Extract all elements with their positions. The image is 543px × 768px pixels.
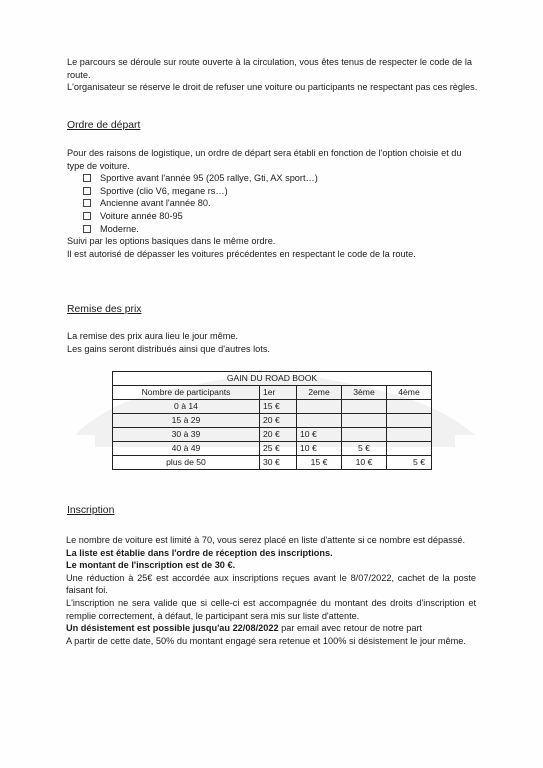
intro-route-text: Le parcours se déroule sur route ouverte à la circulation, vous êtes tenus de respecter le code de la route. <box>67 57 472 80</box>
table-cell: 15 € <box>260 399 297 413</box>
table-cell: 15 € <box>297 455 342 469</box>
depart-option: Ancienne avant l'année 80. <box>67 197 479 210</box>
depart-option: Voiture année 80-95 <box>67 210 479 223</box>
table-header-cell: 1er <box>260 385 297 399</box>
table-cell: 5 € <box>342 441 387 455</box>
depart-overtake-text: Il est autorisé de dépasser les voitures précédentes en respectant le code de la route. <box>67 248 416 259</box>
inscription-limit-text: Le nombre de voiture est limité à 70, vous serez placé en liste d'attente si ce nombre est dépassé. <box>66 535 466 545</box>
table-cell: 30 € <box>260 455 297 469</box>
table-cell: 20 € <box>260 427 297 441</box>
table-row <box>113 413 432 427</box>
table-header-cell: 2eme <box>297 385 342 399</box>
inscription-section <box>67 505 479 518</box>
table-cell: 15 à 29 <box>113 413 260 427</box>
table-cell <box>342 399 387 413</box>
checkbox-icon <box>83 174 91 182</box>
depart-section <box>67 120 479 133</box>
prix-body <box>67 330 479 355</box>
inscription-order-text: La liste est établie dans l'ordre de réception des inscriptions. <box>66 547 333 558</box>
table-cell <box>387 413 432 427</box>
table-row <box>113 427 432 441</box>
depart-text: Pour des raisons de logistique, un ordre de départ sera établi en fonction de l'option choisie et du type de voiture. <box>67 148 462 171</box>
table-row <box>113 455 432 469</box>
table-cell: 20 € <box>260 413 297 427</box>
table-cell: 5 € <box>387 455 432 469</box>
inscription-amount-text: Le montant de l'inscription est de 30 €. <box>66 560 236 571</box>
depart-option: Sportive (clio V6, megane rs…) <box>67 185 479 198</box>
table-cell <box>387 427 432 441</box>
checkbox-icon <box>83 212 91 220</box>
intro-refus-text: L'organisateur se réserve le droit de refuser une voiture ou participants ne respectant pas ces règles. <box>67 82 478 93</box>
checkbox-icon <box>83 199 91 207</box>
prix-section <box>67 304 479 317</box>
table-header-cell: 4ème <box>387 385 432 399</box>
table-cell: 25 € <box>260 441 297 455</box>
prix-line1: La remise des prix aura lieu le jour même. <box>67 331 239 341</box>
gain-table-caption: GAIN DU ROAD BOOK <box>113 372 432 386</box>
desistement-email-text: par email avec retour de notre part <box>278 623 423 634</box>
table-cell <box>387 441 432 455</box>
table-cell: 30 à 39 <box>113 427 260 441</box>
checkbox-icon <box>83 225 91 233</box>
table-cell: 40 à 49 <box>113 441 260 455</box>
table-row <box>113 399 432 413</box>
depart-options-list <box>67 172 479 235</box>
table-cell <box>297 413 342 427</box>
table-cell: plus de 50 <box>113 455 260 469</box>
inscription-retenue-text: A partir de cette date, 50% du montant engagé sera retenue et 100% si désistement le jour même. <box>66 635 466 646</box>
depart-follow-text: Suivi par les options basiques dans le même ordre. <box>67 236 276 247</box>
desistement-date-text: Un désistement est possible jusqu'au 22/08/2022 <box>66 623 279 634</box>
gain-table <box>112 371 432 470</box>
table-cell: 0 à 14 <box>113 399 260 413</box>
intro-section <box>67 56 479 94</box>
prix-title: Remise des prix <box>67 304 142 315</box>
inscription-title: Inscription <box>67 505 115 516</box>
table-header-row <box>113 385 432 399</box>
table-cell <box>387 399 432 413</box>
depart-option: Moderne. <box>67 223 479 236</box>
checkbox-icon <box>83 187 91 195</box>
table-header-cell: Nombre de participants <box>113 385 260 399</box>
table-cell: 10 € <box>297 427 342 441</box>
table-cell: 10 € <box>297 441 342 455</box>
inscription-body <box>66 534 476 647</box>
depart-option: Sportive avant l'année 95 (205 rallye, Gti, AX sport…) <box>67 172 479 185</box>
table-row <box>113 441 432 455</box>
table-cell <box>342 413 387 427</box>
inscription-desistement-line <box>66 622 476 635</box>
inscription-reduction-text: Une réduction à 25€ est accordée aux inscriptions reçues avant le 8/07/2022, cachet de la poste faisant foi. <box>66 572 476 596</box>
depart-title: Ordre de départ <box>67 120 141 131</box>
prix-line2: Les gains seront distribués ainsi que d'autres lots. <box>67 343 270 354</box>
table-cell <box>342 427 387 441</box>
table-header-cell: 3ème <box>342 385 387 399</box>
table-cell <box>297 399 342 413</box>
table-cell: 10 € <box>342 455 387 469</box>
inscription-validity-text: L'inscription ne sera valide que si celle-ci est accompagnée du montant des droits d'inscription et remplie correctement, à défaut, le participant sera mis sur liste d'attente. <box>66 597 476 621</box>
depart-body <box>67 147 479 260</box>
